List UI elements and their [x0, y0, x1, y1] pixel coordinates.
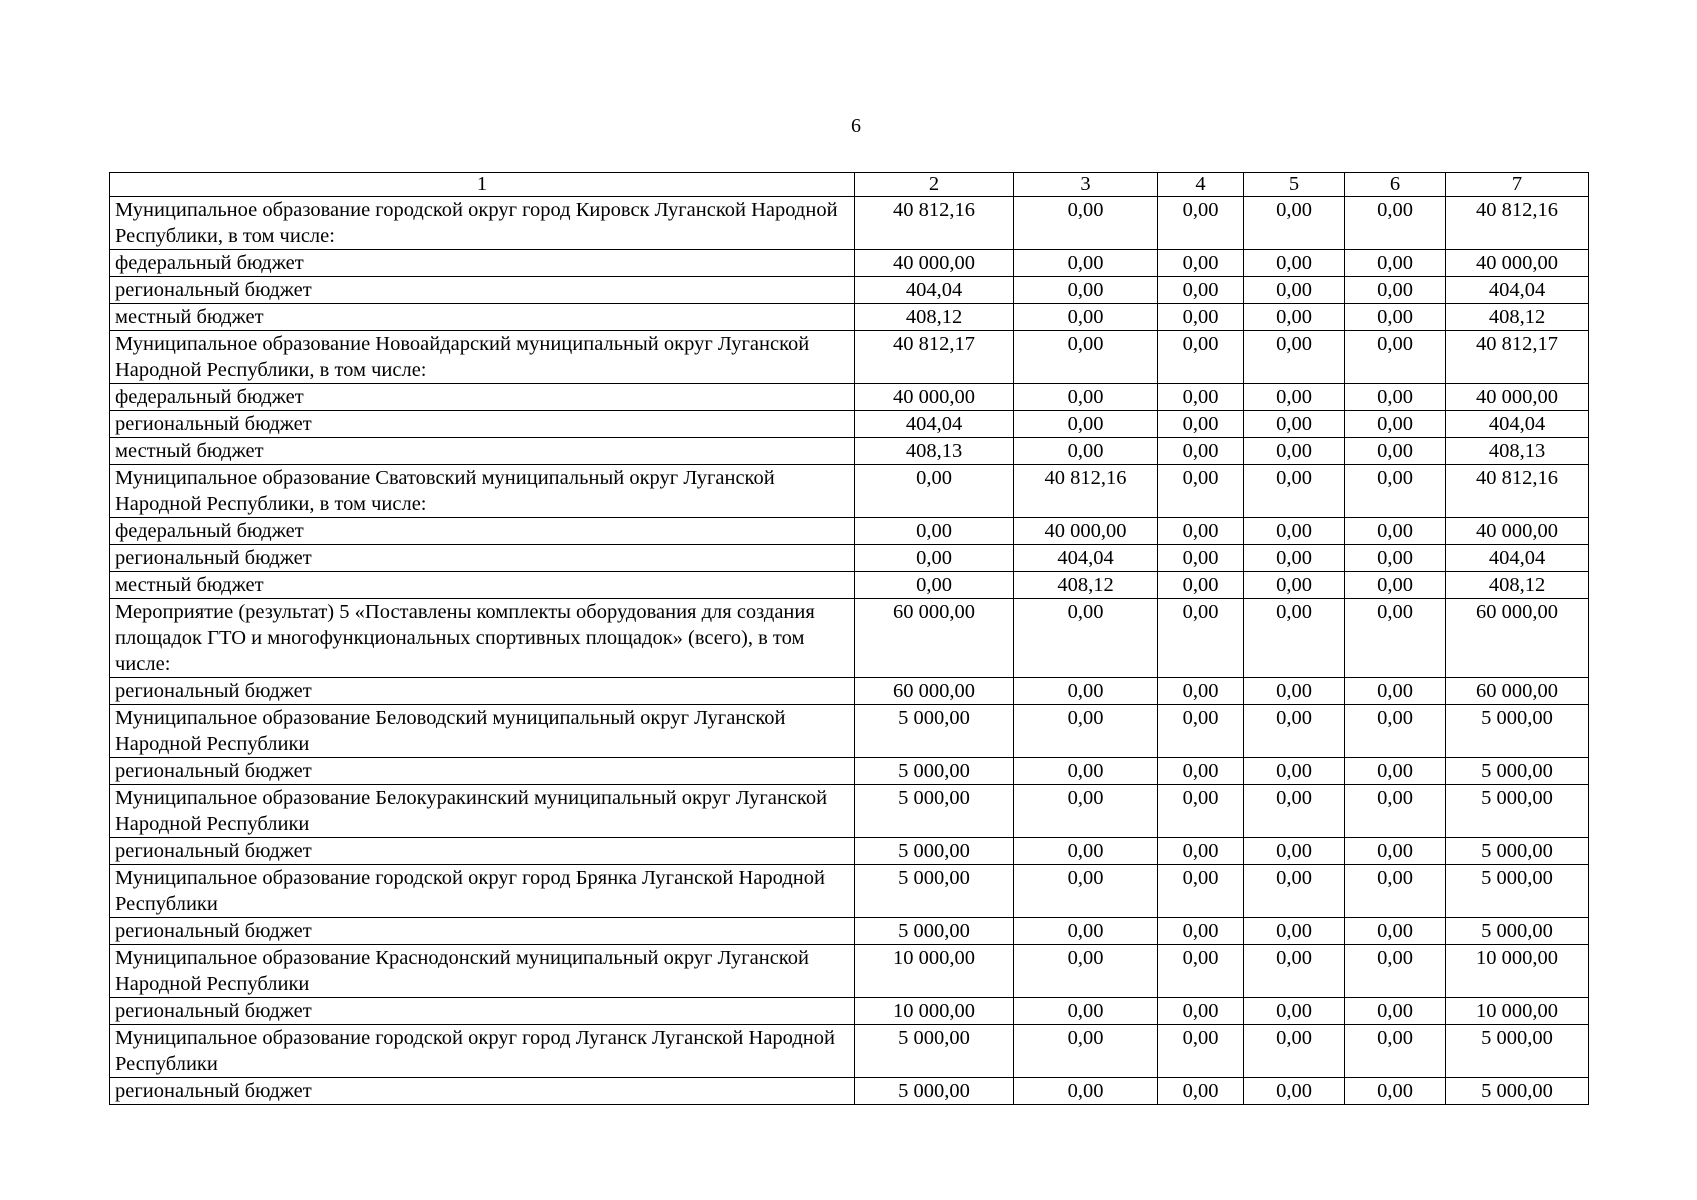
value-cell-col-2: 10 000,00 [855, 945, 1014, 998]
row-label: Муниципальное образование Новоайдарский муниципальный округ Луганской Народной Республики, в том числе: [110, 331, 855, 384]
value-cell-col-3: 0,00 [1014, 411, 1158, 438]
row-label: Муниципальное образование городской округ город Брянка Луганской Народной Республики [110, 865, 855, 918]
value-cell-col-5: 0,00 [1244, 465, 1345, 518]
table-row [110, 758, 1589, 785]
value-cell-col-3: 0,00 [1014, 438, 1158, 465]
value-cell-col-5: 0,00 [1244, 518, 1345, 545]
value-cell-col-6: 0,00 [1345, 465, 1446, 518]
value-cell-col-7: 40 812,16 [1446, 465, 1589, 518]
row-label: Муниципальное образование Беловодский муниципальный округ Луганской Народной Республики [110, 705, 855, 758]
value-cell-col-2: 5 000,00 [855, 705, 1014, 758]
value-cell-col-5: 0,00 [1244, 250, 1345, 277]
value-cell-col-3: 0,00 [1014, 277, 1158, 304]
value-cell-col-4: 0,00 [1158, 678, 1244, 705]
row-label: Муниципальное образование городской округ город Кировск Луганской Народной Республики, в том числе: [110, 197, 855, 250]
table-row [110, 705, 1589, 758]
value-cell-col-4: 0,00 [1158, 838, 1244, 865]
value-cell-col-6: 0,00 [1345, 1025, 1446, 1078]
row-label: федеральный бюджет [110, 518, 855, 545]
value-cell-col-3: 0,00 [1014, 384, 1158, 411]
row-label: федеральный бюджет [110, 250, 855, 277]
value-cell-col-7: 5 000,00 [1446, 918, 1589, 945]
row-label: региональный бюджет [110, 411, 855, 438]
value-cell-col-4: 0,00 [1158, 277, 1244, 304]
value-cell-col-4: 0,00 [1158, 545, 1244, 572]
value-cell-col-5: 0,00 [1244, 838, 1345, 865]
table-row [110, 678, 1589, 705]
value-cell-col-4: 0,00 [1158, 1025, 1244, 1078]
value-cell-col-7: 5 000,00 [1446, 785, 1589, 838]
row-label: региональный бюджет [110, 918, 855, 945]
column-header: 5 [1244, 173, 1345, 197]
value-cell-col-4: 0,00 [1158, 945, 1244, 998]
value-cell-col-7: 404,04 [1446, 411, 1589, 438]
value-cell-col-6: 0,00 [1345, 678, 1446, 705]
value-cell-col-6: 0,00 [1345, 384, 1446, 411]
value-cell-col-6: 0,00 [1345, 945, 1446, 998]
value-cell-col-6: 0,00 [1345, 758, 1446, 785]
value-cell-col-4: 0,00 [1158, 918, 1244, 945]
value-cell-col-2: 0,00 [855, 518, 1014, 545]
value-cell-col-4: 0,00 [1158, 331, 1244, 384]
row-label: Мероприятие (результат) 5 «Поставлены комплекты оборудования для создания площадок ГТО и многофункциональных спортивных площадок» (всего), в том числе: [110, 599, 855, 678]
row-label: региональный бюджет [110, 545, 855, 572]
column-header: 2 [855, 173, 1014, 197]
value-cell-col-2: 5 000,00 [855, 838, 1014, 865]
value-cell-col-7: 408,12 [1446, 572, 1589, 599]
value-cell-col-5: 0,00 [1244, 1078, 1345, 1105]
value-cell-col-4: 0,00 [1158, 384, 1244, 411]
value-cell-col-3: 40 812,16 [1014, 465, 1158, 518]
value-cell-col-2: 408,13 [855, 438, 1014, 465]
value-cell-col-7: 40 000,00 [1446, 250, 1589, 277]
table-row [110, 197, 1589, 250]
value-cell-col-2: 60 000,00 [855, 678, 1014, 705]
value-cell-col-5: 0,00 [1244, 277, 1345, 304]
row-label: местный бюджет [110, 572, 855, 599]
value-cell-col-2: 404,04 [855, 277, 1014, 304]
value-cell-col-7: 5 000,00 [1446, 865, 1589, 918]
table-row [110, 1078, 1589, 1105]
value-cell-col-2: 40 812,17 [855, 331, 1014, 384]
row-label: региональный бюджет [110, 678, 855, 705]
value-cell-col-5: 0,00 [1244, 599, 1345, 678]
value-cell-col-6: 0,00 [1345, 197, 1446, 250]
value-cell-col-5: 0,00 [1244, 304, 1345, 331]
row-label: региональный бюджет [110, 838, 855, 865]
column-header: 3 [1014, 173, 1158, 197]
value-cell-col-6: 0,00 [1345, 998, 1446, 1025]
value-cell-col-4: 0,00 [1158, 572, 1244, 599]
value-cell-col-7: 40 000,00 [1446, 384, 1589, 411]
value-cell-col-3: 0,00 [1014, 705, 1158, 758]
value-cell-col-2: 0,00 [855, 545, 1014, 572]
value-cell-col-3: 0,00 [1014, 1078, 1158, 1105]
table-row [110, 865, 1589, 918]
value-cell-col-6: 0,00 [1345, 1078, 1446, 1105]
value-cell-col-4: 0,00 [1158, 197, 1244, 250]
value-cell-col-5: 0,00 [1244, 758, 1345, 785]
value-cell-col-5: 0,00 [1244, 572, 1345, 599]
value-cell-col-2: 5 000,00 [855, 865, 1014, 918]
value-cell-col-2: 10 000,00 [855, 998, 1014, 1025]
value-cell-col-6: 0,00 [1345, 518, 1446, 545]
value-cell-col-3: 0,00 [1014, 678, 1158, 705]
value-cell-col-4: 0,00 [1158, 1078, 1244, 1105]
value-cell-col-7: 60 000,00 [1446, 599, 1589, 678]
value-cell-col-4: 0,00 [1158, 465, 1244, 518]
value-cell-col-3: 40 000,00 [1014, 518, 1158, 545]
table-row [110, 411, 1589, 438]
table-row [110, 518, 1589, 545]
value-cell-col-3: 0,00 [1014, 998, 1158, 1025]
value-cell-col-3: 0,00 [1014, 331, 1158, 384]
table-header-row [110, 173, 1589, 197]
row-label: Муниципальное образование Белокуракинский муниципальный округ Луганской Народной Республики [110, 785, 855, 838]
table-body [110, 173, 1589, 1105]
table-row [110, 998, 1589, 1025]
value-cell-col-6: 0,00 [1345, 785, 1446, 838]
budget-table [109, 172, 1589, 1105]
column-header: 7 [1446, 173, 1589, 197]
value-cell-col-4: 0,00 [1158, 518, 1244, 545]
value-cell-col-5: 0,00 [1244, 705, 1345, 758]
value-cell-col-5: 0,00 [1244, 331, 1345, 384]
value-cell-col-3: 0,00 [1014, 785, 1158, 838]
table-row [110, 838, 1589, 865]
value-cell-col-2: 5 000,00 [855, 1025, 1014, 1078]
value-cell-col-7: 40 812,16 [1446, 197, 1589, 250]
value-cell-col-7: 40 812,17 [1446, 331, 1589, 384]
row-label: федеральный бюджет [110, 384, 855, 411]
value-cell-col-3: 0,00 [1014, 865, 1158, 918]
row-label: региональный бюджет [110, 758, 855, 785]
value-cell-col-7: 5 000,00 [1446, 1078, 1589, 1105]
value-cell-col-2: 5 000,00 [855, 758, 1014, 785]
value-cell-col-2: 5 000,00 [855, 918, 1014, 945]
table-row [110, 384, 1589, 411]
value-cell-col-2: 404,04 [855, 411, 1014, 438]
value-cell-col-6: 0,00 [1345, 277, 1446, 304]
table-row [110, 1025, 1589, 1078]
value-cell-col-5: 0,00 [1244, 197, 1345, 250]
table-row [110, 250, 1589, 277]
value-cell-col-5: 0,00 [1244, 998, 1345, 1025]
value-cell-col-7: 5 000,00 [1446, 705, 1589, 758]
value-cell-col-6: 0,00 [1345, 572, 1446, 599]
value-cell-col-3: 0,00 [1014, 758, 1158, 785]
value-cell-col-6: 0,00 [1345, 599, 1446, 678]
value-cell-col-5: 0,00 [1244, 384, 1345, 411]
value-cell-col-3: 0,00 [1014, 1025, 1158, 1078]
value-cell-col-6: 0,00 [1345, 331, 1446, 384]
value-cell-col-5: 0,00 [1244, 438, 1345, 465]
value-cell-col-6: 0,00 [1345, 865, 1446, 918]
value-cell-col-2: 60 000,00 [855, 599, 1014, 678]
table-row [110, 545, 1589, 572]
value-cell-col-3: 0,00 [1014, 918, 1158, 945]
row-label: местный бюджет [110, 438, 855, 465]
row-label: Муниципальное образование Сватовский муниципальный округ Луганской Народной Республики, в том числе: [110, 465, 855, 518]
value-cell-col-5: 0,00 [1244, 865, 1345, 918]
value-cell-col-6: 0,00 [1345, 304, 1446, 331]
value-cell-col-5: 0,00 [1244, 945, 1345, 998]
table-row [110, 945, 1589, 998]
value-cell-col-2: 5 000,00 [855, 1078, 1014, 1105]
value-cell-col-5: 0,00 [1244, 1025, 1345, 1078]
value-cell-col-4: 0,00 [1158, 411, 1244, 438]
value-cell-col-4: 0,00 [1158, 250, 1244, 277]
value-cell-col-7: 10 000,00 [1446, 998, 1589, 1025]
value-cell-col-4: 0,00 [1158, 438, 1244, 465]
row-label: региональный бюджет [110, 998, 855, 1025]
table-row [110, 572, 1589, 599]
column-header: 6 [1345, 173, 1446, 197]
value-cell-col-7: 404,04 [1446, 277, 1589, 304]
row-label: региональный бюджет [110, 277, 855, 304]
table-row [110, 331, 1589, 384]
table-row [110, 599, 1589, 678]
value-cell-col-7: 5 000,00 [1446, 758, 1589, 785]
table-row [110, 277, 1589, 304]
value-cell-col-6: 0,00 [1345, 838, 1446, 865]
value-cell-col-6: 0,00 [1345, 545, 1446, 572]
value-cell-col-7: 10 000,00 [1446, 945, 1589, 998]
value-cell-col-7: 404,04 [1446, 545, 1589, 572]
value-cell-col-2: 40 812,16 [855, 197, 1014, 250]
value-cell-col-4: 0,00 [1158, 785, 1244, 838]
value-cell-col-6: 0,00 [1345, 705, 1446, 758]
value-cell-col-6: 0,00 [1345, 918, 1446, 945]
value-cell-col-4: 0,00 [1158, 304, 1244, 331]
value-cell-col-5: 0,00 [1244, 545, 1345, 572]
table-row [110, 438, 1589, 465]
value-cell-col-4: 0,00 [1158, 758, 1244, 785]
value-cell-col-2: 5 000,00 [855, 785, 1014, 838]
value-cell-col-2: 40 000,00 [855, 250, 1014, 277]
value-cell-col-3: 0,00 [1014, 250, 1158, 277]
table-row [110, 918, 1589, 945]
row-label: Муниципальное образование Краснодонский муниципальный округ Луганской Народной Республики [110, 945, 855, 998]
column-header: 4 [1158, 173, 1244, 197]
row-label: Муниципальное образование городской округ город Луганск Луганской Народной Республики [110, 1025, 855, 1078]
value-cell-col-3: 0,00 [1014, 197, 1158, 250]
value-cell-col-7: 40 000,00 [1446, 518, 1589, 545]
value-cell-col-3: 0,00 [1014, 304, 1158, 331]
value-cell-col-5: 0,00 [1244, 918, 1345, 945]
table-row [110, 465, 1589, 518]
value-cell-col-7: 60 000,00 [1446, 678, 1589, 705]
value-cell-col-5: 0,00 [1244, 678, 1345, 705]
row-label: региональный бюджет [110, 1078, 855, 1105]
value-cell-col-3: 408,12 [1014, 572, 1158, 599]
value-cell-col-3: 0,00 [1014, 599, 1158, 678]
row-label: местный бюджет [110, 304, 855, 331]
value-cell-col-3: 404,04 [1014, 545, 1158, 572]
value-cell-col-2: 408,12 [855, 304, 1014, 331]
value-cell-col-3: 0,00 [1014, 945, 1158, 998]
value-cell-col-2: 40 000,00 [855, 384, 1014, 411]
value-cell-col-6: 0,00 [1345, 250, 1446, 277]
value-cell-col-7: 408,13 [1446, 438, 1589, 465]
value-cell-col-4: 0,00 [1158, 865, 1244, 918]
value-cell-col-2: 0,00 [855, 572, 1014, 599]
value-cell-col-3: 0,00 [1014, 838, 1158, 865]
table-row [110, 785, 1589, 838]
value-cell-col-5: 0,00 [1244, 785, 1345, 838]
value-cell-col-6: 0,00 [1345, 438, 1446, 465]
value-cell-col-5: 0,00 [1244, 411, 1345, 438]
value-cell-col-7: 5 000,00 [1446, 838, 1589, 865]
value-cell-col-6: 0,00 [1345, 411, 1446, 438]
value-cell-col-4: 0,00 [1158, 705, 1244, 758]
page-number: 6 [851, 115, 861, 137]
table-row [110, 304, 1589, 331]
value-cell-col-7: 5 000,00 [1446, 1025, 1589, 1078]
value-cell-col-2: 0,00 [855, 465, 1014, 518]
column-header: 1 [110, 173, 855, 197]
value-cell-col-4: 0,00 [1158, 599, 1244, 678]
value-cell-col-7: 408,12 [1446, 304, 1589, 331]
value-cell-col-4: 0,00 [1158, 998, 1244, 1025]
